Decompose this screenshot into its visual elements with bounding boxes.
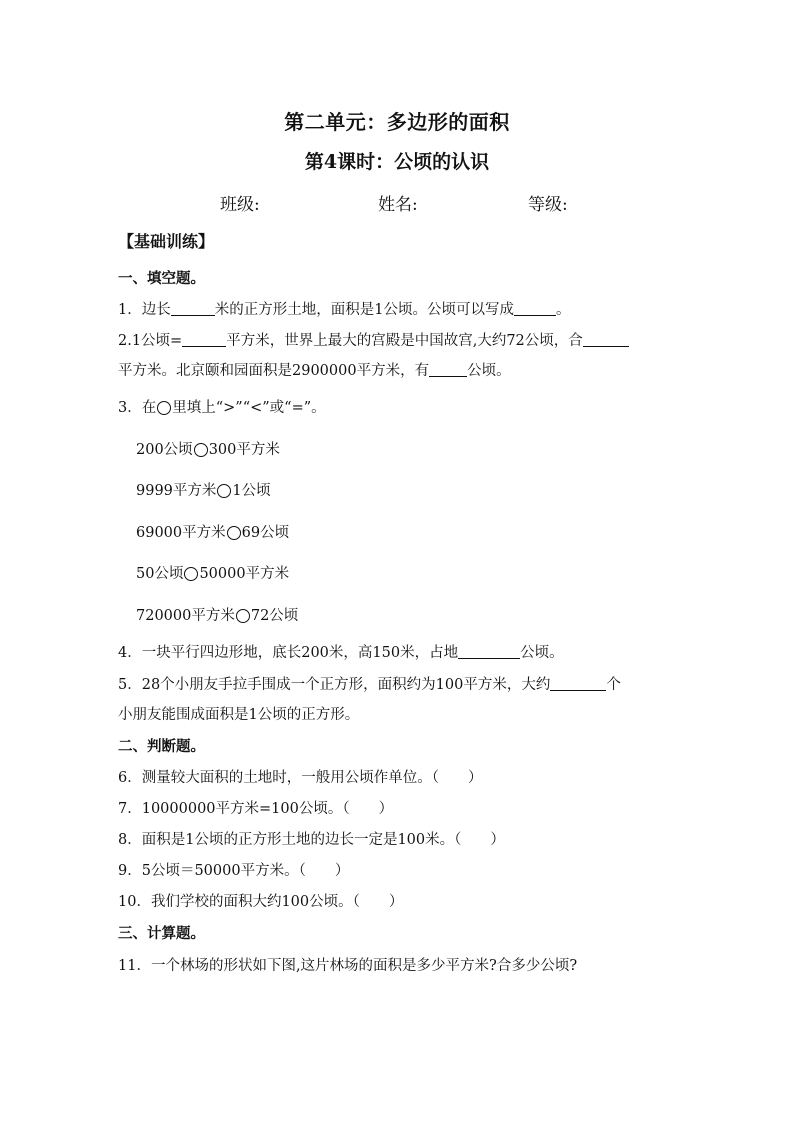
- q3-item-right: 300平方米: [208, 442, 280, 458]
- unit-title: 第二单元：多边形的面积: [284, 110, 510, 134]
- q3-item-right: 69公顷: [241, 525, 290, 541]
- question-6: 6．测量较大面积的土地时，一般用公顷作单位。（ ）: [118, 770, 483, 786]
- circle-icon: [157, 401, 171, 415]
- question-8: 8．面积是1公顷的正方形土地的边长一定是100米。（ ）: [118, 832, 505, 848]
- q3-item-left: 200公顷: [136, 442, 193, 458]
- q3-item-1: [136, 440, 280, 460]
- q1-text-a: 1．边长: [118, 302, 171, 318]
- q5-blank[interactable]: [550, 676, 606, 691]
- name-label: 姓名:: [378, 195, 418, 215]
- question-5-line1: [118, 675, 621, 695]
- q1-text-c: 。: [555, 302, 571, 318]
- q2-text-d: 公顷。: [467, 363, 511, 379]
- q3-text-b: 里填上“>”“<”或“=”。: [172, 400, 326, 416]
- q3-item-2: [136, 481, 271, 501]
- compare-circle-1[interactable]: [194, 443, 208, 457]
- grade-label: 等级:: [528, 195, 568, 215]
- q3-item-left: 50公顷: [136, 566, 184, 582]
- question-9: 9．5公顷＝50000平方米。（ ）: [118, 863, 350, 879]
- q2-text-b: 平方米，世界上最大的宫殿是中国故宫,大约72公顷，合: [226, 333, 583, 349]
- question-1: [118, 300, 570, 320]
- q5-text-b: 个: [606, 677, 621, 693]
- q1-blank-2[interactable]: [514, 301, 556, 316]
- q3-item-right: 72公顷: [250, 608, 299, 624]
- lesson-title: 第4课时：公顷的认识: [304, 151, 490, 173]
- question-3-prompt: [118, 398, 326, 418]
- part1-heading: 一、填空题。: [118, 270, 205, 287]
- q3-text-a: 3．在: [118, 400, 157, 416]
- question-2-line1: [118, 331, 629, 351]
- question-5-line2: 小朋友能围成面积是1公顷的正方形。: [118, 707, 360, 723]
- q3-item-right: 50000平方米: [199, 566, 290, 582]
- q3-item-right: 1公顷: [232, 483, 271, 499]
- q3-item-left: 9999平方米: [136, 483, 217, 499]
- compare-circle-2[interactable]: [217, 484, 231, 498]
- q4-text-b: 公顷。: [520, 645, 564, 661]
- class-label: 班级:: [220, 195, 260, 215]
- q4-text-a: 4．一块平行四边形地，底长200米，高150米，占地: [118, 645, 459, 661]
- part2-heading: 二、判断题。: [118, 738, 205, 755]
- part3-heading: 三、计算题。: [118, 925, 205, 942]
- question-10: 10．我们学校的面积大约100公顷。（ ）: [118, 894, 404, 910]
- question-2-line2: [118, 361, 511, 381]
- compare-circle-3[interactable]: [227, 526, 241, 540]
- compare-circle-4[interactable]: [184, 567, 198, 581]
- q2-text-c: 平方米。北京颐和园面积是2900000平方米，有: [118, 363, 430, 379]
- compare-circle-5[interactable]: [236, 609, 250, 623]
- q1-text-b: 米的正方形土地，面积是1公顷。公顷可以写成: [214, 302, 514, 318]
- q3-item-3: [136, 523, 289, 543]
- q3-item-4: [136, 564, 289, 584]
- q4-blank[interactable]: [458, 644, 520, 659]
- q1-blank-1[interactable]: [171, 301, 215, 316]
- q2-blank-2[interactable]: [583, 332, 629, 347]
- q5-text-a: 5．28个小朋友手拉手围成一个正方形，面积约为100平方米，大约: [118, 677, 551, 693]
- q3-item-left: 69000平方米: [136, 525, 226, 541]
- q2-text-a: 2.1公顷=: [118, 333, 183, 349]
- q2-blank-3[interactable]: [429, 362, 467, 377]
- question-11: 11．一个林场的形状如下图,这片林场的面积是多少平方米?合多少公顷?: [118, 958, 578, 974]
- section-basic-training: 【基础训练】: [118, 232, 215, 251]
- question-4: [118, 643, 564, 663]
- q2-blank-1[interactable]: [182, 332, 226, 347]
- q3-item-left: 720000平方米: [136, 608, 235, 624]
- question-7: 7．10000000平方米=100公顷。（ ）: [118, 801, 394, 817]
- q3-item-5: [136, 606, 298, 626]
